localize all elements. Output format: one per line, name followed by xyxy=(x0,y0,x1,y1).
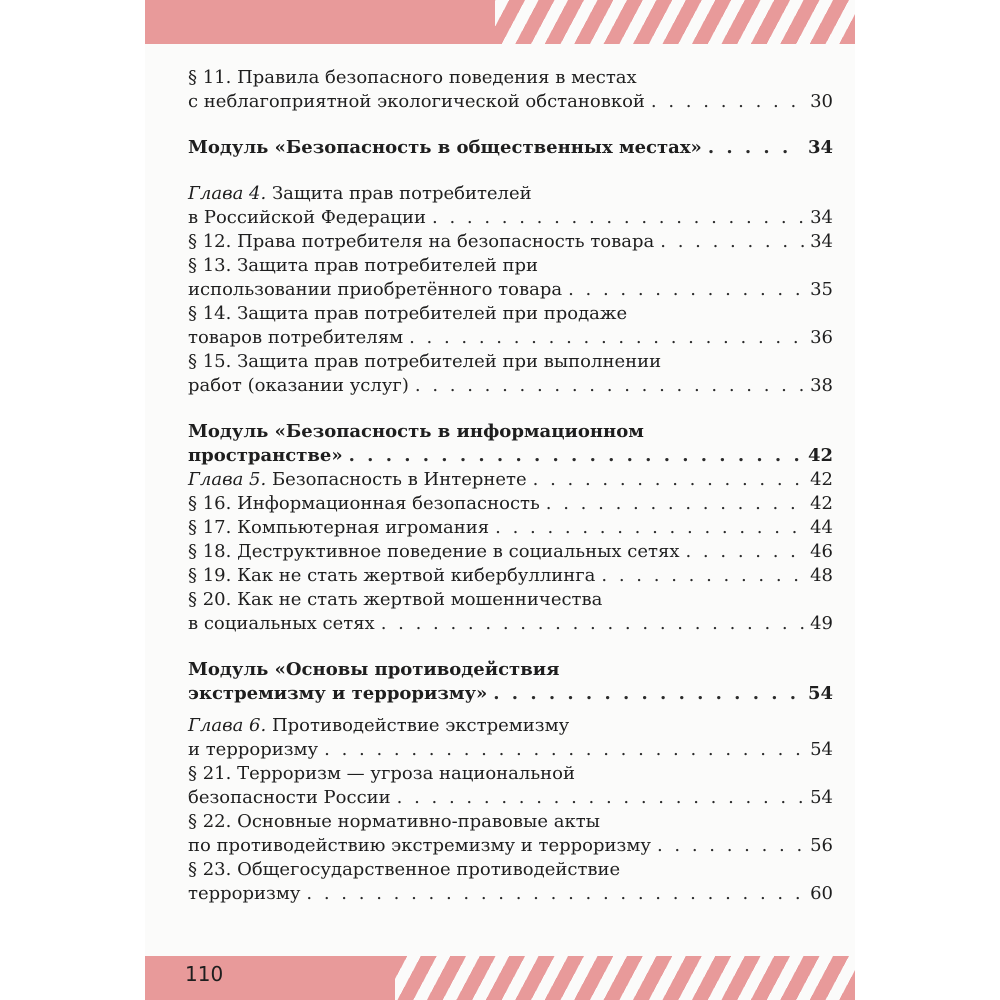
entry-page: 49 xyxy=(810,613,833,634)
entry-page: 30 xyxy=(810,91,833,112)
toc-entry-p14 xyxy=(188,302,833,350)
dot-leader xyxy=(601,564,804,588)
dot-leader xyxy=(533,468,804,492)
entry-title: § 18. Деструктивное поведение в социальных сетях xyxy=(188,541,680,562)
page-number: 110 xyxy=(185,962,224,986)
dot-leader xyxy=(651,90,804,114)
entry-page: 54 xyxy=(810,739,833,760)
dot-leader xyxy=(708,136,802,160)
top-decor-band xyxy=(145,0,855,44)
chapter-title: Безопасность в Интернете xyxy=(271,469,527,490)
bottom-stripe-pattern xyxy=(395,956,855,1000)
entry-title: § 22. Основные нормативно-правовые акты xyxy=(188,811,600,832)
module-title: Модуль «Безопасность в информационном xyxy=(188,421,644,442)
entry-title-cont: работ (оказании услуг) xyxy=(188,375,409,396)
entry-title-cont: в социальных сетях xyxy=(188,613,375,634)
entry-page: 42 xyxy=(810,469,833,490)
entry-page: 34 xyxy=(807,137,833,158)
entry-title-cont: использовании приобретённого товара xyxy=(188,279,563,300)
toc-entry-p20 xyxy=(188,588,833,636)
entry-title: § 14. Защита прав потребителей при продаже xyxy=(188,303,628,324)
dot-leader xyxy=(324,738,804,762)
toc-entry-p23 xyxy=(188,858,833,906)
dot-leader xyxy=(432,206,804,230)
entry-page: 46 xyxy=(810,541,833,562)
dot-leader xyxy=(381,612,804,636)
toc-entry-p16 xyxy=(188,492,833,516)
table-of-contents xyxy=(188,66,833,906)
toc-entry-p13 xyxy=(188,254,833,302)
chapter-label: Глава 4. xyxy=(188,183,267,204)
dot-leader xyxy=(546,492,804,516)
entry-page: 54 xyxy=(810,787,833,808)
module-title: Модуль «Безопасность в общественных местах» xyxy=(188,137,702,158)
entry-title: § 16. Информационная безопасность xyxy=(188,493,540,514)
entry-title-cont: товаров потребителям xyxy=(188,327,404,348)
top-stripe-pattern xyxy=(495,0,855,44)
entry-page: 44 xyxy=(810,517,833,538)
dot-leader xyxy=(568,278,804,302)
entry-title: § 19. Как не стать жертвой кибербуллинга xyxy=(188,565,596,586)
entry-title-cont: с неблагоприятной экологической обстановкой xyxy=(188,91,645,112)
dot-leader xyxy=(493,682,802,706)
dot-leader xyxy=(657,834,804,858)
entry-title-cont: терроризму xyxy=(188,883,301,904)
toc-entry-p15 xyxy=(188,350,833,398)
dot-leader xyxy=(409,326,804,350)
entry-title: § 12. Права потребителя на безопасность товара xyxy=(188,231,655,252)
bottom-decor-band xyxy=(145,956,855,1000)
entry-page: 34 xyxy=(810,207,833,228)
module-title-cont: экстремизму и терроризму» xyxy=(188,683,488,704)
module-title-cont: пространстве» xyxy=(188,445,343,466)
entry-title: § 23. Общегосударственное противодействие xyxy=(188,859,621,880)
toc-module-public xyxy=(188,136,833,160)
entry-page: 48 xyxy=(810,565,833,586)
toc-chapter-4 xyxy=(188,182,833,230)
entry-page: 42 xyxy=(810,493,833,514)
chapter-label: Глава 6. xyxy=(188,715,267,736)
toc-entry-p17 xyxy=(188,516,833,540)
entry-page: 38 xyxy=(810,375,833,396)
toc-module-info xyxy=(188,420,833,468)
entry-title: § 15. Защита прав потребителей при выполнении xyxy=(188,351,662,372)
chapter-title-cont: и терроризму xyxy=(188,739,319,760)
toc-entry-p18 xyxy=(188,540,833,564)
entry-page: 42 xyxy=(807,445,833,466)
entry-page: 36 xyxy=(810,327,833,348)
toc-chapter-6 xyxy=(188,714,833,762)
entry-title-cont: безопасности России xyxy=(188,787,391,808)
toc-chapter-5 xyxy=(188,468,833,492)
entry-title-cont: по противодействию экстремизму и терроризму xyxy=(188,835,651,856)
book-page xyxy=(145,0,855,1000)
entry-page: 34 xyxy=(810,231,833,252)
dot-leader xyxy=(349,444,802,468)
entry-page: 54 xyxy=(807,683,833,704)
chapter-title-cont: в Российской Федерации xyxy=(188,207,426,228)
dot-leader xyxy=(660,230,804,254)
entry-title: § 13. Защита прав потребителей при xyxy=(188,255,538,276)
chapter-title: Защита прав потребителей xyxy=(271,183,532,204)
toc-entry-p19 xyxy=(188,564,833,588)
entry-title: § 21. Терроризм — угроза национальной xyxy=(188,763,575,784)
dot-leader xyxy=(397,786,804,810)
entry-title: § 11. Правила безопасного поведения в местах xyxy=(188,67,637,88)
module-title: Модуль «Основы противодействия xyxy=(188,659,560,680)
toc-entry-p11 xyxy=(188,66,833,114)
dot-leader xyxy=(685,540,804,564)
toc-entry-p22 xyxy=(188,810,833,858)
entry-title: § 20. Как не стать жертвой мошенничества xyxy=(188,589,603,610)
toc-entry-p21 xyxy=(188,762,833,810)
toc-entry-p12 xyxy=(188,230,833,254)
entry-title: § 17. Компьютерная игромания xyxy=(188,517,490,538)
chapter-title: Противодействие экстремизму xyxy=(271,715,570,736)
entry-page: 60 xyxy=(810,883,833,904)
dot-leader xyxy=(495,516,804,540)
dot-leader xyxy=(306,882,804,906)
dot-leader xyxy=(415,374,804,398)
entry-page: 35 xyxy=(810,279,833,300)
toc-module-extremism xyxy=(188,658,833,706)
entry-page: 56 xyxy=(810,835,833,856)
chapter-label: Глава 5. xyxy=(188,469,267,490)
